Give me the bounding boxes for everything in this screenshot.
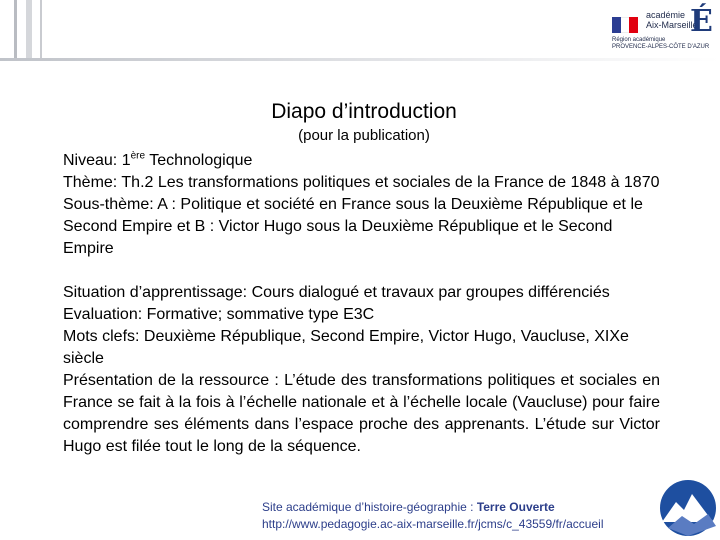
footer (262, 499, 603, 533)
header-divider (0, 58, 720, 61)
footer-site-line: Site académique d’histoire-géographie : Terre Ouverte (262, 500, 555, 514)
situation-line: Situation d’apprentissage: Cours dialogué et travaux par groupes différenciés (63, 284, 610, 301)
page-title: Diapo d’introduction (271, 100, 457, 123)
mountain-logo-icon (658, 478, 718, 538)
presentation-paragraph: Présentation de la ressource : L’étude des transformations politiques et sociales en France se fait à la fois à l’échelle nationale et à l’échelle locale (Vaucluse) pour faire comprendre ses éléments dans l’espace proche des apprenants. L’étude sur Victor Hugo est filée tout le long de la séquence. (63, 372, 660, 455)
decorative-line (40, 0, 42, 60)
logo-letter: É (690, 4, 713, 39)
footer-url-link[interactable]: http://www.pedagogie.ac-aix-marseille.fr/jcms/c_43559/fr/accueil (262, 517, 604, 531)
logo-academy-text: académie Aix-Marseille (646, 10, 698, 30)
flag-icon (612, 17, 638, 33)
sous-theme-line: Sous-thème: A : Politique et société en France sous la Deuxième République et le Second Empire et B : Victor Hugo sous la Deuxième République et le Second Empire (63, 196, 643, 257)
mots-clefs-line: Mots clefs: Deuxième République, Second Empire, Victor Hugo, Vaucluse, XIXe siècle (63, 328, 629, 367)
slide-body (63, 150, 660, 458)
page-subtitle: (pour la publication) (298, 127, 430, 144)
academie-logo (612, 4, 713, 52)
decorative-line (26, 0, 32, 60)
theme-line: Thème: Th.2 Les transformations politiques et sociales de la France de 1848 à 1870 (63, 174, 660, 191)
niveau-line: Niveau: 1ère Technologique (63, 150, 253, 169)
decorative-line (14, 0, 17, 60)
logo-region-text: Région académique PROVENCE-ALPES-CÔTE D'AZUR (612, 37, 710, 50)
evaluation-line: Evaluation: Formative; sommative type E3C (63, 306, 375, 323)
